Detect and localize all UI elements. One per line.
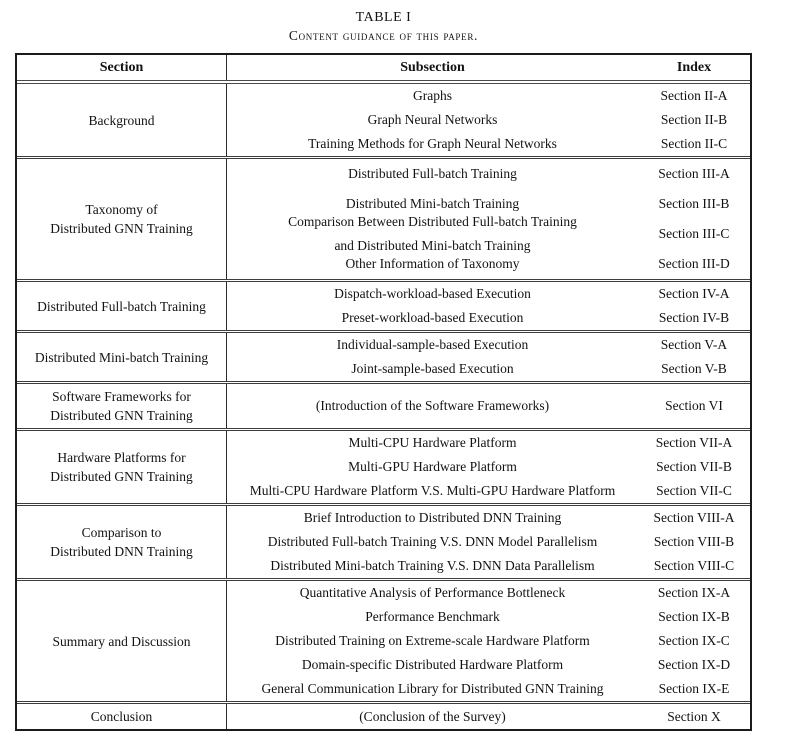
table-row <box>227 214 750 253</box>
table-row <box>227 306 750 330</box>
index-cell: Section III-C <box>658 226 730 241</box>
content-guidance-table <box>15 53 752 731</box>
table-row <box>227 677 750 701</box>
subsection-cell-line: Domain-specific Distributed Hardware Platform <box>301 657 564 672</box>
subsection-cell <box>227 431 638 455</box>
section-cell-line: Taxonomy of <box>85 202 158 217</box>
section-cell <box>17 84 227 156</box>
section-cell-line: Summary and Discussion <box>52 633 191 649</box>
section-cell <box>17 704 227 729</box>
subsection-cell <box>227 108 638 132</box>
subsection-cell-line: (Conclusion of the Survey) <box>359 708 506 724</box>
subsection-cell-line: Other Information of Taxonomy <box>345 256 520 271</box>
section-group <box>17 701 750 729</box>
subsection-cell <box>227 252 638 276</box>
subsection-cell <box>227 506 638 530</box>
table-caption <box>15 10 752 44</box>
section-cell-line: Distributed GNN Training <box>50 408 193 423</box>
subsection-cell-line: Performance Benchmark <box>365 609 500 624</box>
index-cell: Section III-A <box>658 166 730 181</box>
subsection-cell <box>227 554 638 578</box>
subsection-cell <box>227 84 638 108</box>
table-row <box>227 132 750 156</box>
index-cell: Section II-B <box>660 112 728 127</box>
subsection-cell-line: Distributed Mini-batch Training <box>345 196 520 211</box>
section-cell <box>17 581 227 701</box>
table-row <box>227 84 750 108</box>
table-row <box>227 431 750 455</box>
index-cell: Section IV-B <box>658 310 730 325</box>
subsection-rows <box>227 159 750 279</box>
index-cell: Section VII-A <box>655 435 733 450</box>
index-cell: Section III-B <box>658 196 730 211</box>
subsection-rows <box>227 282 750 330</box>
section-cell-line: Comparison to <box>81 525 162 540</box>
subsection-rows <box>227 384 750 428</box>
section-cell <box>17 333 227 381</box>
table-row <box>227 581 750 605</box>
index-cell: Section II-C <box>660 136 728 151</box>
table-row <box>227 159 750 189</box>
subsection-cell-line: Graph Neural Networks <box>367 112 498 127</box>
section-cell <box>17 159 227 279</box>
subsection-cell <box>227 677 638 701</box>
section-cell-line: Hardware Platforms for <box>57 450 186 465</box>
subsection-cell-line: Brief Introduction to Distributed DNN Training <box>303 510 562 525</box>
subsection-rows <box>227 431 750 503</box>
subsection-cell <box>227 629 638 653</box>
subsection-cell <box>227 705 638 729</box>
subsection-cell-line: Distributed Training on Extreme-scale Hardware Platform <box>275 633 590 648</box>
index-cell: Section IX-B <box>658 609 730 624</box>
subsection-cell <box>227 333 638 357</box>
subsection-cell <box>227 530 638 554</box>
header-cell-index: Index <box>676 60 712 75</box>
subsection-rows <box>227 333 750 381</box>
section-cell-line: Distributed GNN Training <box>50 221 193 236</box>
index-cell: Section VIII-A <box>653 510 735 525</box>
subsection-cell <box>227 581 638 605</box>
index-cell: Section VII-B <box>656 459 732 474</box>
section-cell-line: Distributed Full-batch Training <box>37 298 206 314</box>
subsection-cell-line: Quantitative Analysis of Performance Bottleneck <box>299 585 566 600</box>
section-group <box>17 578 750 701</box>
section-cell <box>17 384 227 428</box>
section-group <box>17 279 750 330</box>
section-group <box>17 84 750 156</box>
subsection-rows <box>227 84 750 156</box>
paper-page <box>0 10 794 751</box>
subsection-cell <box>227 605 638 629</box>
index-cell: Section IX-D <box>657 657 731 672</box>
subsection-cell <box>227 162 638 186</box>
index-cell: Section IV-A <box>658 286 730 301</box>
index-cell: Section VII-C <box>656 483 732 498</box>
section-cell-line: Background <box>88 112 155 128</box>
table-row <box>227 455 750 479</box>
section-group <box>17 156 750 279</box>
section-cell <box>17 282 227 330</box>
section-cell-line: Distributed Mini-batch Training <box>34 349 209 365</box>
table-row <box>227 108 750 132</box>
subsection-rows <box>227 704 750 729</box>
index-cell: Section V-B <box>661 361 727 376</box>
table-row <box>227 384 750 428</box>
table-caption-subtitle: Content guidance of this paper. <box>288 28 479 43</box>
subsection-cell-line: and Distributed Mini-batch Training <box>334 238 531 253</box>
index-cell: Section IX-E <box>658 681 730 696</box>
table-row <box>227 629 750 653</box>
table-body <box>17 84 750 729</box>
subsection-cell-line: Distributed Full-batch Training V.S. DNN Model Parallelism <box>267 534 598 549</box>
section-group <box>17 381 750 428</box>
subsection-rows <box>227 506 750 578</box>
subsection-cell-line: Multi-CPU Hardware Platform V.S. Multi-GPU Hardware Platform <box>249 483 616 498</box>
subsection-cell <box>227 357 638 381</box>
table-row <box>227 704 750 729</box>
section-cell <box>17 431 227 503</box>
index-cell: Section X <box>667 708 721 724</box>
table-row <box>227 479 750 503</box>
table-row <box>227 506 750 530</box>
subsection-cell <box>227 479 638 503</box>
index-cell: Section VIII-C <box>653 558 735 573</box>
header-cell-subsection: Subsection <box>400 60 465 75</box>
header-cell-section: Section <box>17 55 227 80</box>
subsection-cell-line: Graphs <box>413 88 452 103</box>
subsection-cell-line: Distributed Full-batch Training <box>348 166 517 181</box>
subsection-cell <box>227 455 638 479</box>
table-row <box>227 530 750 554</box>
subsection-cell <box>227 653 638 677</box>
subsection-cell-line: Multi-GPU Hardware Platform <box>348 459 517 474</box>
section-group <box>17 330 750 381</box>
table-row <box>227 282 750 306</box>
subsection-cell-line: Individual-sample-based Execution <box>336 337 529 352</box>
index-cell: Section V-A <box>660 337 728 352</box>
subsection-cell-line: Preset-workload-based Execution <box>341 310 524 325</box>
table-row <box>227 554 750 578</box>
subsection-cell <box>227 282 638 306</box>
subsection-cell <box>227 394 638 418</box>
table-caption-title: TABLE I <box>355 10 412 25</box>
subsection-cell <box>227 132 638 156</box>
subsection-cell-line: Training Methods for Graph Neural Networks <box>308 136 557 151</box>
subsection-rows <box>227 581 750 701</box>
index-cell: Section III-D <box>658 256 730 271</box>
section-group <box>17 428 750 503</box>
section-group <box>17 503 750 578</box>
subsection-cell-line: (Introduction of the Software Frameworks) <box>315 398 550 413</box>
subsection-cell-line: General Communication Library for Distributed GNN Training <box>261 681 604 696</box>
table-row <box>227 653 750 677</box>
subsection-cell-line: Comparison Between Distributed Full-batch Training <box>288 214 577 229</box>
section-cell-line: Distributed DNN Training <box>50 544 193 559</box>
table-header-row <box>17 55 750 84</box>
index-cell: Section II-A <box>660 88 728 103</box>
table-row <box>227 333 750 357</box>
subsection-cell-line: Joint-sample-based Execution <box>351 361 514 376</box>
section-cell-line: Conclusion <box>90 709 153 724</box>
index-cell: Section IX-C <box>658 633 730 648</box>
table-row <box>227 357 750 381</box>
section-cell-line: Distributed GNN Training <box>50 469 193 484</box>
index-cell: Section IX-A <box>657 585 731 600</box>
subsection-cell-line: Multi-CPU Hardware Platform <box>348 435 517 450</box>
section-cell-line: Software Frameworks for <box>52 389 191 404</box>
index-cell: Section VI <box>665 398 723 413</box>
subsection-cell-line: Distributed Mini-batch Training V.S. DNN Data Parallelism <box>270 558 595 573</box>
index-cell: Section VIII-B <box>653 534 735 549</box>
section-cell <box>17 506 227 578</box>
subsection-cell <box>227 306 638 330</box>
subsection-cell-line: Dispatch-workload-based Execution <box>334 286 531 301</box>
table-row <box>227 249 750 279</box>
table-row <box>227 605 750 629</box>
